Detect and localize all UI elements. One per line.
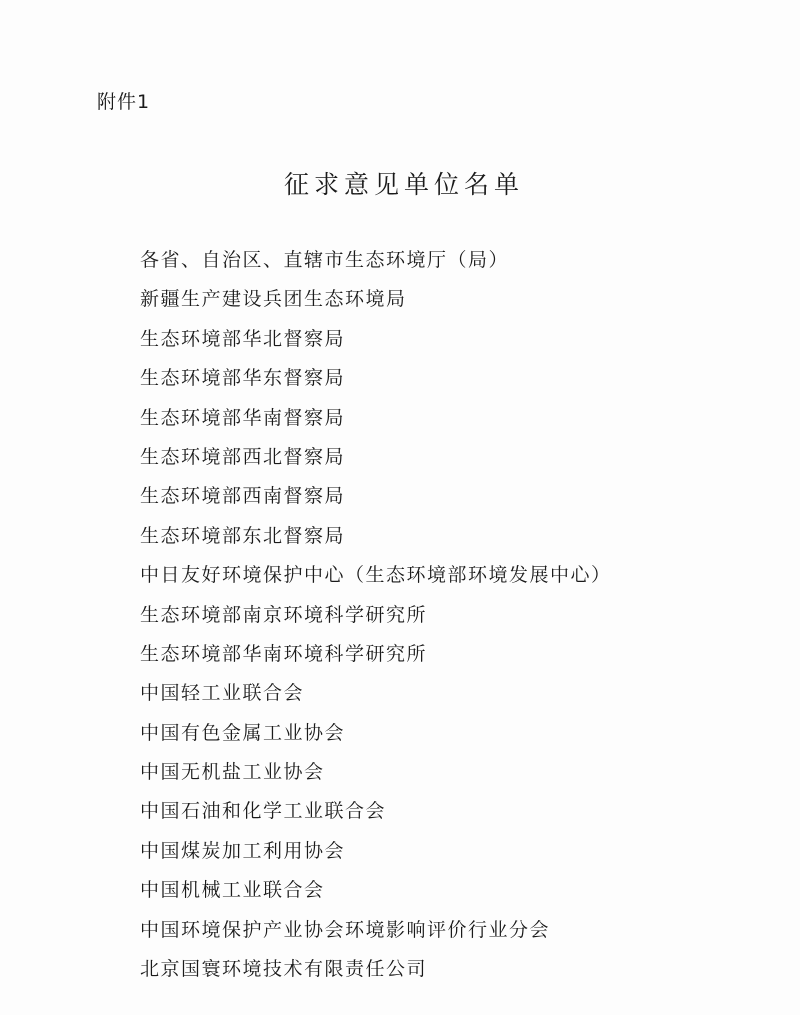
unit-item: 生态环境部东北督察局 bbox=[140, 524, 346, 547]
unit-item: 中日友好环境保护中心（生态环境部环境发展中心） bbox=[140, 564, 612, 587]
unit-item: 各省、自治区、直辖市生态环境厅（局） bbox=[140, 249, 510, 271]
unit-item: 中国机械工业联合会 bbox=[140, 879, 325, 902]
unit-item: 生态环境部南京环境科学研究所 bbox=[140, 603, 428, 626]
unit-item: 中国煤炭加工利用协会 bbox=[140, 839, 346, 862]
document-title: 征求意见单位名单 bbox=[283, 170, 524, 199]
unit-item: 生态环境部华东督察局 bbox=[140, 367, 346, 390]
unit-item: 生态环境部西北督察局 bbox=[140, 445, 346, 468]
unit-item: 中国环境保护产业协会环境影响评价行业分会 bbox=[140, 918, 551, 941]
unit-item: 生态环境部华南督察局 bbox=[140, 406, 346, 429]
unit-item: 中国石油和化学工业联合会 bbox=[140, 800, 387, 823]
unit-list bbox=[140, 246, 612, 994]
unit-item: 中国无机盐工业协会 bbox=[140, 761, 325, 784]
unit-item: 北京国寰环境技术有限责任公司 bbox=[140, 958, 428, 981]
attachment-label: 附件1 bbox=[97, 91, 151, 113]
unit-item: 生态环境部华南环境科学研究所 bbox=[140, 642, 428, 665]
unit-item: 新疆生产建设兵团生态环境局 bbox=[140, 288, 407, 311]
unit-item: 生态环境部西南督察局 bbox=[140, 485, 346, 508]
unit-item: 中国轻工业联合会 bbox=[140, 682, 305, 705]
unit-item: 中国有色金属工业协会 bbox=[140, 721, 346, 744]
unit-item: 生态环境部华北督察局 bbox=[140, 327, 346, 350]
